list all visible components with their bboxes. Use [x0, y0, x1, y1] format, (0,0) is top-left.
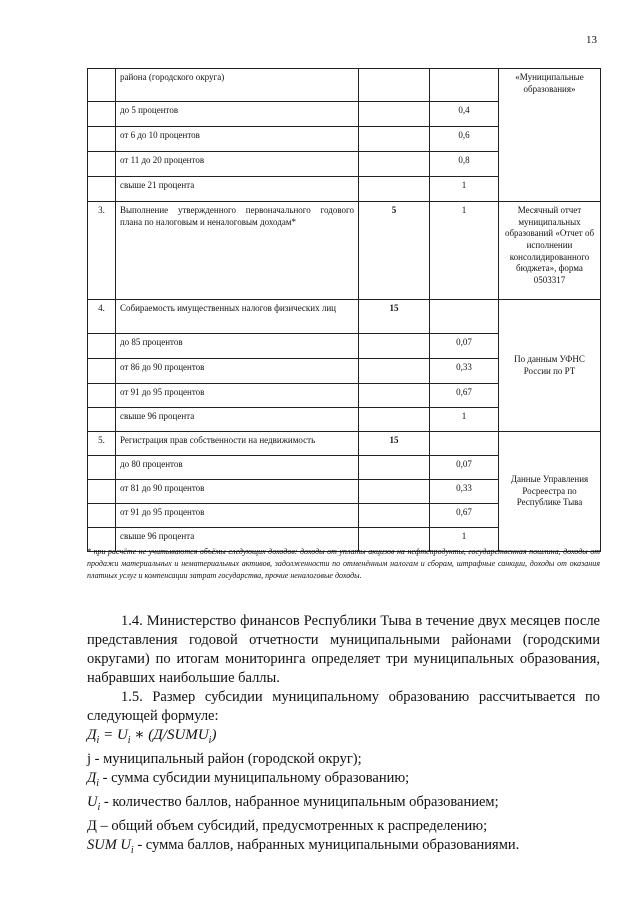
data-source: По данным УФНС России по РТ — [499, 300, 601, 432]
table-row — [88, 432, 601, 456]
definition-ui: $U_i$ - количество баллов, набранное муниципальным образованием; — [87, 793, 499, 813]
tier-label: свыше 96 процента — [116, 528, 359, 552]
tier-points: 0,33 — [430, 359, 499, 384]
criterion-label: Регистрация прав собственности на недвижимость — [116, 432, 359, 456]
tier-label: до 80 процентов — [116, 456, 359, 480]
tier-label: от 81 до 90 процентов — [116, 480, 359, 504]
tier-label: от 91 до 95 процентов — [116, 384, 359, 408]
criterion-label: Выполнение утвержденного первоначального годового плана по налоговым и неналоговым доходам* — [116, 202, 359, 300]
tier-label: от 6 до 10 процентов — [116, 127, 359, 152]
tier-label: от 86 до 90 процентов — [116, 359, 359, 384]
tier-label: свыше 21 процента — [116, 177, 359, 202]
criteria-table — [87, 68, 601, 552]
tier-points: 0,8 — [430, 152, 499, 177]
data-source: Месячный отчет муниципальных образований «Отчет об исполнении консолидированного бюджета», форма 0503317 — [499, 202, 601, 300]
tier-label: от 11 до 20 процентов — [116, 152, 359, 177]
tier-label: от 91 до 95 процентов — [116, 504, 359, 528]
tier-points: 0,33 — [430, 480, 499, 504]
row-number: 4. — [88, 300, 116, 334]
row-number: 5. — [88, 432, 116, 456]
criterion-weight: 5 — [359, 202, 430, 300]
criterion-weight: 15 — [359, 432, 430, 456]
definition-sum: SUM $U_i$ - сумма баллов, набранных муниципальными образованиями. — [87, 836, 520, 856]
tier-label: до 5 процентов — [116, 102, 359, 127]
tier-points: 1 — [430, 177, 499, 202]
definition-di: $Д_i$ - сумма субсидии муниципальному образованию; — [87, 770, 410, 789]
tier-points: 0,67 — [430, 504, 499, 528]
paragraph-1-4: 1.4. Министерство финансов Республики Тыва в течение двух месяцев после представления годовой отчетности муниципальными районами (городскими округами) по итогам мониторинга определяет три муниципальных образования, набравших наибольшие баллы. — [87, 613, 600, 686]
criterion-weight: 15 — [359, 300, 430, 334]
row-number: 3. — [88, 202, 116, 300]
table-row — [88, 69, 601, 102]
tier-points: 0,4 — [430, 102, 499, 127]
page-number: 13 — [586, 34, 597, 46]
tier-points: 1 — [430, 408, 499, 432]
data-source: Данные Управления Росреестра по Республике Тыва — [499, 432, 601, 552]
paragraph-1-5: 1.5. Размер субсидии муниципальному образованию рассчитывается по следующей формуле: — [87, 689, 600, 724]
criterion-points: 1 — [430, 202, 499, 300]
tier-points: 0,07 — [430, 456, 499, 480]
data-source: «Муниципальные образования» — [499, 69, 601, 202]
tier-points: 1 — [430, 528, 499, 552]
tier-points: 0,67 — [430, 384, 499, 408]
formula: $Д_i = U_i$ ∗ $(Д/SUMU_i)$ — [87, 727, 217, 746]
tier-points: 0,6 — [430, 127, 499, 152]
definition-d: Д – общий объем субсидий, предусмотренных к распределению; — [87, 817, 488, 834]
tier-points: 0,07 — [430, 334, 499, 359]
tier-label: до 85 процентов — [116, 334, 359, 359]
footnote: * при расчёте не учитываются объёмы следующих доходов: доходы от уплаты акцизов на нефтепродукты, государственная пошлина, доходы от продажи материальных и нематериальных активов, задолженности по отменённым налогам и сборам, штрафные санкции, доходы от оказания платных услуг и компенсации затрат государства, прочие неналоговые доходы. — [87, 547, 600, 580]
tier-label: свыше 96 процента — [116, 408, 359, 432]
definition-j: j - муниципальный район (городской округ); — [87, 751, 362, 767]
table-row — [88, 300, 601, 334]
body-text — [87, 612, 600, 860]
table-row — [88, 202, 601, 300]
criterion-label: Собираемость имущественных налогов физических лиц — [116, 300, 359, 334]
criterion-label: района (городского округа) — [116, 69, 359, 102]
